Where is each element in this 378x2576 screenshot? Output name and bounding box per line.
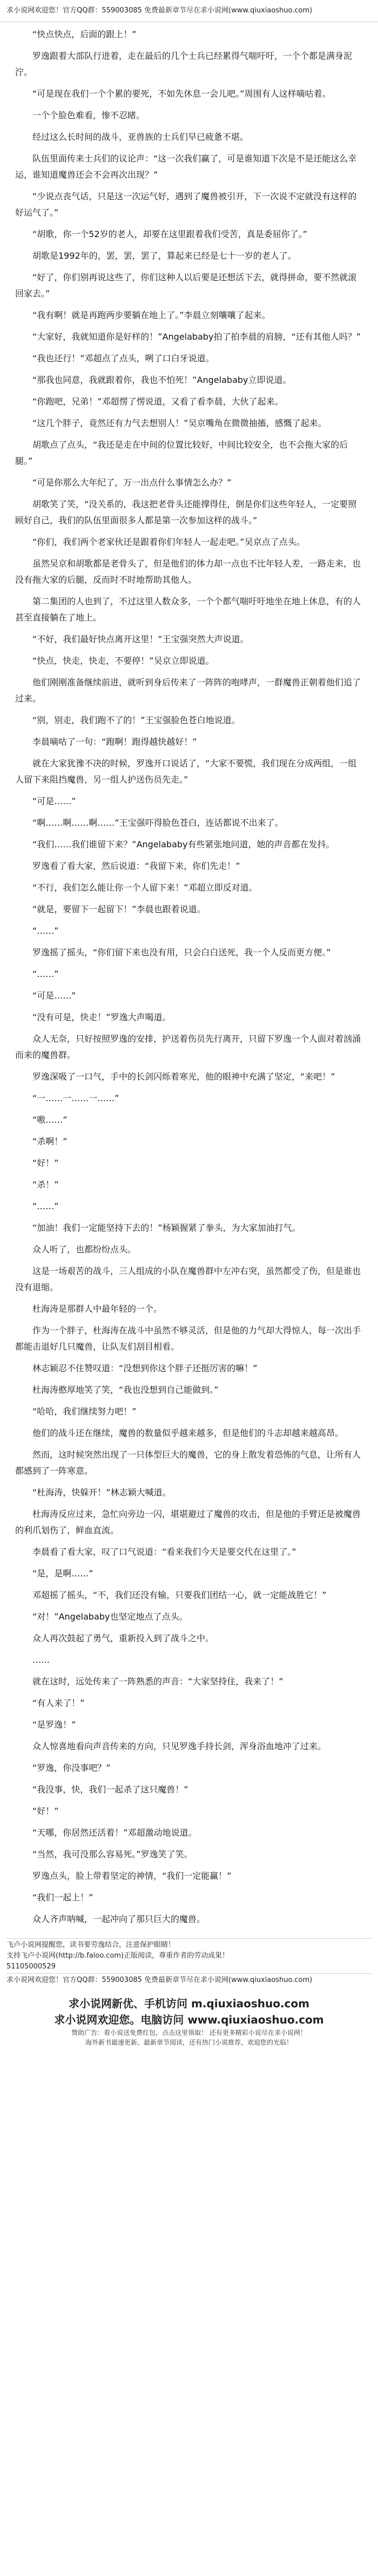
paragraph: “可是……” — [32, 796, 76, 806]
paragraph: 罗逸看了看大家，然后说道：“我留下来，你们先走！” — [32, 861, 240, 871]
paragraph: “好！” — [32, 1158, 59, 1168]
paragraph: “可是……” — [32, 990, 76, 1001]
paragraph: 他们刚刚准备继续前进，就听到身后传来了一阵阵的咆哮声，一群魔兽正朝着他们追了过来。 — [15, 677, 361, 704]
paragraph: 林志颖忍不住赞叹道：“没想到你这个胖子还挺厉害的嘛！” — [32, 1363, 258, 1373]
paragraph: “杀啊！” — [32, 1136, 68, 1147]
paragraph: 胡歌点了点头，“我还是走在中间的位置比较好，中间比较安全，也不会拖大家的后腿。” — [15, 440, 348, 466]
paragraph: “……” — [32, 1201, 59, 1211]
paragraph: “啊……啊……啊……”王宝强吓得脸色苍白，连话都说不出来了。 — [32, 818, 284, 828]
paragraph: “快点，快走，快走，不要停！”吴京立即说道。 — [32, 656, 214, 666]
paragraph: “这几个胖子，竟然还有力气去想别人！”吴京嘴角在微微抽搐，感慨了起来。 — [32, 418, 327, 428]
page-footer — [0, 1933, 378, 2047]
paragraph: 胡歌是1992年的，罢，罢，罢了，算起来已经是七十一岁的老人了。 — [32, 251, 296, 261]
paragraph: 众人惊喜地看向声音传来的方向，只见罗逸手持长剑，浑身浴血地冲了过来。 — [32, 1741, 327, 1751]
overseas-line: 海外新书最速更新、最新章节阅读，还有热门小说推荐，欢迎您的光临！ — [85, 2039, 293, 2046]
mobile-access-line[interactable]: 求小说网新优、手机访问 m.qiuxiaoshuo.com — [69, 1997, 309, 2010]
paragraph: 一个个脸色难看，惨不忍睹。 — [32, 110, 145, 120]
paragraph: “少说点丧气话，只是这一次运气好，遇到了魔兽被引开，下一次说不定就没有这样的好运气了。” — [15, 191, 357, 218]
paragraph: “那我也同意，我就跟着你，我也不怕死！”Angelababy立即说道。 — [32, 375, 292, 385]
paragraph: 第二集团的人也到了，不过这里人数众多，一个个都气喘吁吁地坐在地上休息，有的人甚至直接躺在了地上。 — [15, 596, 361, 623]
paragraph: 众人齐声呐喊，一起冲向了那只巨大的魔兽。 — [32, 1914, 206, 1924]
paragraph: “别，别走，我们跑不了的！”王宝强脸色苍白地说道。 — [32, 715, 240, 725]
paragraph: “你跑吧，兄弟！”邓超愣了愣说道，又看了看李晨，大伙了起来。 — [32, 396, 284, 407]
paragraph: 李晨看了看大家，叹了口气说道：“看来我们今天是要交代在这里了。” — [32, 1547, 296, 1557]
paragraph: …… — [32, 1655, 50, 1665]
paragraph: “大家好，我就知道你是好样的！”Angelababy拍了拍李晨的肩膀，“还有其他人吗？” — [32, 332, 361, 342]
chapter-content — [0, 23, 378, 1927]
divider — [6, 1938, 372, 1939]
paragraph: “胡歌，你一个52岁的老人，却要在这里跟着我们受苦，真是委屈你了。” — [32, 229, 307, 239]
paragraph: 众人无奈，只好按照罗逸的安排，护送着伤员先行离开，只留下罗逸一个人面对着汹涌而来的魔兽群。 — [15, 1034, 361, 1060]
paragraph: 众人再次鼓起了勇气，重新投入到了战斗之中。 — [32, 1633, 214, 1643]
paragraph: “天哪，你居然还活着！”邓超激动地说道。 — [32, 1828, 197, 1838]
paragraph: 李晨嘀咕了一句：“跑啊！跑得越快越好！” — [32, 737, 197, 747]
paragraph: 就在这时，远处传来了一阵熟悉的声音：“大家坚持住，我来了！” — [32, 1676, 284, 1687]
paragraph: “嗷……” — [32, 1115, 68, 1125]
paragraph: 经过这么长时间的战斗，亚兽族的士兵们早已疲惫不堪。 — [32, 132, 249, 142]
site-banner-bottom[interactable]: 求小说网欢迎您！官方QQ群：559003085 免费最新章节尽在求小说网(www.qiuxiaoshuo.com) — [6, 1976, 313, 1984]
paragraph: “我有啊！就是再跑两步要躺在地上了。”李晨立刻嚷嚷了起来。 — [32, 310, 271, 320]
paragraph: “一……一……一……” — [32, 1093, 119, 1103]
paragraph: “对！”Angelababy也坚定地点了点头。 — [32, 1611, 188, 1622]
paragraph: “可是你那么大年纪了，万一出点什么事情怎么办？” — [32, 477, 232, 488]
paragraph: 杜海涛反应过来，急忙向旁边一闪，堪堪避过了魔兽的攻击，但是他的手臂还是被魔兽的利爪划伤了，鲜血直流。 — [15, 1509, 361, 1535]
chapter-footer-note: 飞卢小说网提醒您，读书要劳逸结合，注意保护眼睛！ — [6, 1941, 176, 1949]
paragraph: 罗逸深吸了一口气，手中的长剑闪烁着寒光，他的眼神中充满了坚定，“来吧！” — [32, 1071, 335, 1082]
paragraph: “罗逸，你没事吧？” — [32, 1763, 111, 1773]
paragraph: “……” — [32, 969, 59, 979]
paragraph: “当然，我可没那么容易死。”罗逸笑了笑。 — [32, 1849, 193, 1859]
support-note: 支持飞卢小说网(http://b.faloo.com)正版阅读，尊重作者的劳动成果！ — [6, 1952, 230, 1960]
paragraph: “我们一起上！” — [32, 1892, 93, 1903]
paragraph: “是罗逸！” — [32, 1719, 76, 1730]
paragraph: “可是现在我们一个个累的要死，不如先休息一会儿吧。”周围有人这样嘀咕着。 — [32, 89, 331, 99]
paragraph: 邓超摇了摇头，“不，我们还没有输，只要我们团结一心，就一定能战胜它！” — [32, 1590, 327, 1600]
paragraph: “有人来了！” — [32, 1698, 85, 1708]
paragraph: 罗逸跟着大部队行进着，走在最后的几个士兵已经累得气喘吁吁，一个个都是满身泥泞。 — [15, 51, 353, 77]
paragraph: 然而，这时候突然出现了一只体型巨大的魔兽，它的身上散发着恐怖的气息，让所有人都感到了一阵寒意。 — [15, 1449, 361, 1476]
paragraph: “你们，我们两个老家伙还是跟着你们年轻人一起走吧。”吴京点了点头。 — [32, 537, 305, 547]
paragraph: “是，是啊……” — [32, 1568, 93, 1579]
paragraph: “……” — [32, 926, 59, 936]
paragraph: 杜海涛憨厚地笑了笑，“我也没想到自己能做到。” — [32, 1385, 219, 1395]
paragraph: “加油！我们一定能坚持下去的！”杨颖握紧了拳头，为大家加油打气。 — [32, 1223, 301, 1233]
promo-line[interactable]: 赞助广告：看小说送免费红包，点击这里领取！ 还有更多精彩小说尽在求小说网！ — [71, 2029, 307, 2036]
paragraph: 杜海涛是那群人中最年轻的一个。 — [32, 1304, 163, 1314]
desktop-access-line[interactable]: 求小说网欢迎您。电脑访问 www.qiuxiaoshuo.com — [54, 2013, 324, 2026]
paragraph: “不行，我们怎么能让你一个人留下来！”邓超立即反对道。 — [32, 882, 258, 893]
paragraph: “杀！” — [32, 1179, 59, 1190]
paragraph: “哈哈，我们继续努力吧！” — [32, 1406, 137, 1417]
paragraph: 罗逸摇了摇头，“你们留下来也没有用，只会白白送死，我一个人反而更方便。” — [32, 947, 331, 957]
paragraph: “没有可是，快走！”罗逸大声喝道。 — [32, 1012, 171, 1022]
paragraph: 罗逸点头，脸上带着坚定的神情，“我们一定能赢！” — [32, 1871, 232, 1881]
paragraph: 就在大家犹豫不决的时候，罗逸开口说话了，“大家不要慌，我们现在分成两组，一组人留下来阻挡魔兽，另一组人护送伤员先走。” — [15, 758, 357, 785]
paragraph: 这是一场艰苦的战斗，三人组成的小队在魔兽群中左冲右突，虽然都受了伤，但是谁也没有退缩。 — [15, 1266, 361, 1292]
paragraph: “杜海涛，快躲开！”林志颖大喊道。 — [32, 1487, 171, 1498]
paragraph: “我也还行！”邓超点了点头，咧了口白牙说道。 — [32, 353, 214, 363]
site-logo-box — [49, 1995, 329, 2047]
paragraph: “不好，我们最好快点离开这里！”王宝强突然大声说道。 — [32, 634, 249, 644]
paragraph: “我们……我们谁留下来？”Angelababy有些紧张地问道，她的声音都在发抖。 — [32, 839, 335, 849]
paragraph: “我没事，快，我们一起杀了这只魔兽！” — [32, 1784, 188, 1795]
paragraph: “就是，要留下一起留下！”李晨也跟着说道。 — [32, 904, 206, 914]
paragraph: 他们的战斗还在继续，魔兽的数量似乎越来越多，但是他们的斗志却越来越高昂。 — [32, 1428, 344, 1438]
paragraph: 队伍里面传来士兵们的议论声：“这一次我们赢了，可是谁知道下次是不是还能这么幸运，谁知道魔兽还会不会再次出现？” — [15, 153, 357, 180]
paragraph: “好了，你们别再说这些了，你们这种人以后要是还想活下去，就得拼命，要不然就滚回家去。” — [15, 272, 357, 299]
paragraph: “快点快点，后面的跟上！” — [32, 29, 137, 39]
paragraph: 众人听了，也都纷纷点头。 — [32, 1244, 137, 1255]
site-banner: 求小说网欢迎您！官方QQ群：559003085 免费最新章节尽在求小说网(www.qiuxiaoshuo.com) — [6, 6, 313, 15]
divider — [6, 1973, 372, 1974]
chapter-code: 51105000529 — [6, 1963, 56, 1971]
paragraph: “好！” — [32, 1806, 59, 1816]
paragraph: 作为一个胖子，杜海涛在战斗中虽然不够灵活，但是他的力气却大得惊人，每一次出手都能击退好几只魔兽，让队友们刮目相看。 — [15, 1325, 361, 1352]
paragraph: 虽然吴京和胡歌都是老骨头了，但是他们的体力却一点也不比年轻人差，一路走来，也没有拖大家的后腿，反而时不时地帮助其他人。 — [15, 558, 361, 585]
paragraph: 胡歌笑了笑，“没关系的，我这把老骨头还能撑得住，倒是你们这些年轻人，一定要照顾好自己，我们的队伍里面很多人都是第一次参加这样的战斗。” — [15, 499, 357, 525]
